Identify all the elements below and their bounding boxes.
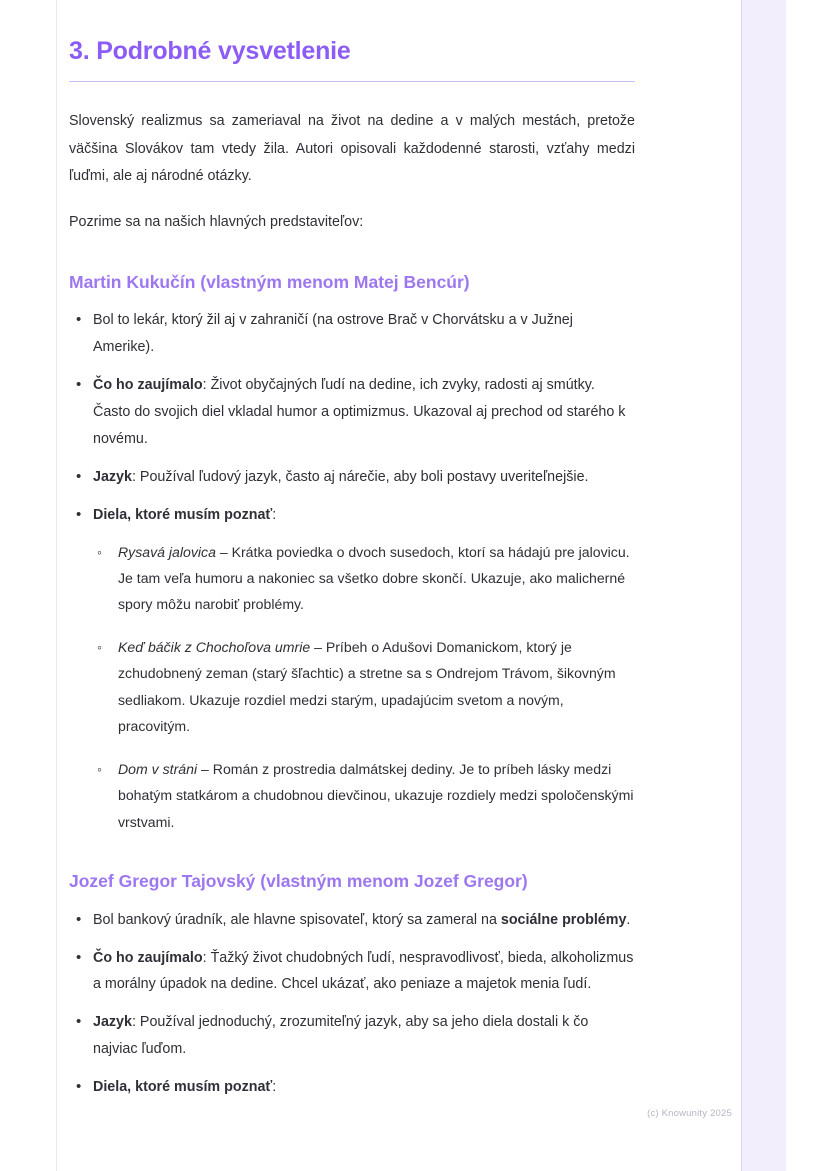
list-item [69,907,635,934]
list-item-text: Bol bankový úradník, ale hlavne spisovateľ, ktorý sa zameral na [93,911,501,928]
section-heading-kukucin: Martin Kukučín (vlastným menom Matej Bencúr) [69,272,470,292]
section-list-tajovsky [69,907,635,1101]
list-item-text: Bol to lekár, ktorý žil aj v zahraničí (na ostrove Brač v Chorvátsku a v Južnej Amerike). [93,312,573,356]
works-sublist-kukucin [93,539,635,836]
list-item-label: Čo ho zaujímalo [93,949,203,966]
list-item [69,502,635,836]
list-item [69,307,635,361]
list-item-text: : [272,1079,277,1096]
list-item-emphasis: sociálne problémy [500,911,627,928]
section-list-kukucin [69,307,635,835]
list-item-label: Diela, ktoré musím poznať [93,506,273,523]
list-item-text: : Ťažký život chudobných ľudí, nespravodlivosť, bieda, alkoholizmus a morálny úpadok na dedine. Chcel ukázať, ako peniaze a majetok menia ľudí. [93,949,634,993]
list-item-label: Jazyk [93,1014,132,1031]
list-item-text: : Používal ľudový jazyk, často aj nárečie, aby boli postavy uveriteľnejšie. [131,468,589,485]
page-title: 3. Podrobné vysvetlenie [69,37,351,65]
list-item [69,464,635,491]
page-left-margin-rule [56,0,57,1171]
work-title: Rysavá jalovica [118,543,216,560]
list-item [93,756,635,835]
intro-paragraph-2: Pozrime sa na našich hlavných predstaviteľov: [69,213,364,230]
list-item [69,1009,635,1063]
list-item [69,1074,635,1101]
list-item-tail: . [626,911,631,928]
list-item-text: : Používal jednoduchý, zrozumiteľný jazyk, aby sa jeho diela dostali k čo najviac ľuďom. [93,1014,589,1058]
list-item-label: Jazyk [93,468,132,485]
work-description: – Román z prostredia dalmátskej dediny. Je to príbeh lásky medzi bohatým statkárom a chudobnou dievčinou, ukazuje rozdiely medzi spoločenskými vrstvami. [118,760,634,830]
list-item-text: : [272,506,277,523]
section-heading-tajovsky: Jozef Gregor Tajovský (vlastným menom Jozef Gregor) [69,871,528,892]
work-description: – Krátka poviedka o dvoch susedoch, ktorí sa hádajú pre jalovicu. Je tam veľa humoru a nakoniec sa všetko dobre skončí. Ukazuje, ako malicherné spory môžu narobiť problémy. [118,543,630,613]
list-item-text: : Život obyčajných ľudí na dedine, ich zvyky, radosti aj smútky. Často do svojich diel vkladal humor a optimizmus. Ukazoval aj prechod od starého k novému. [93,377,626,447]
list-item [69,372,635,453]
list-item [69,945,635,999]
footer-credit: (c) Knowunity 2025 [647,1108,732,1119]
work-title: Dom v stráni [118,760,198,777]
list-item [93,634,635,740]
work-description: – Príbeh o Adušovi Domanickom, ktorý je zchudobnený zeman (starý šľachtic) a stretne sa s Ondrejom Trávom, šikovným sedliakom. Ukazuje rozdiel medzi starým, upadajúcim svetom a novým, pracovitým. [118,638,616,735]
work-title: Keď báčik z Chochoľova umrie [118,638,311,655]
list-item-label: Čo ho zaujímalo [93,377,203,394]
intro-paragraph-1: Slovenský realizmus sa zameriaval na život na dedine a v malých mestách, pretože väčšina Slovákov tam vtedy žila. Autori opisovali každodenné starosti, vzťahy medzi ľuďmi, ale aj národné otázky. [69,113,635,185]
list-item-label: Diela, ktoré musím poznať [93,1079,273,1096]
page-right-panel [742,0,786,1171]
list-item [93,539,635,618]
title-divider [69,81,635,82]
document-content [69,36,635,1112]
